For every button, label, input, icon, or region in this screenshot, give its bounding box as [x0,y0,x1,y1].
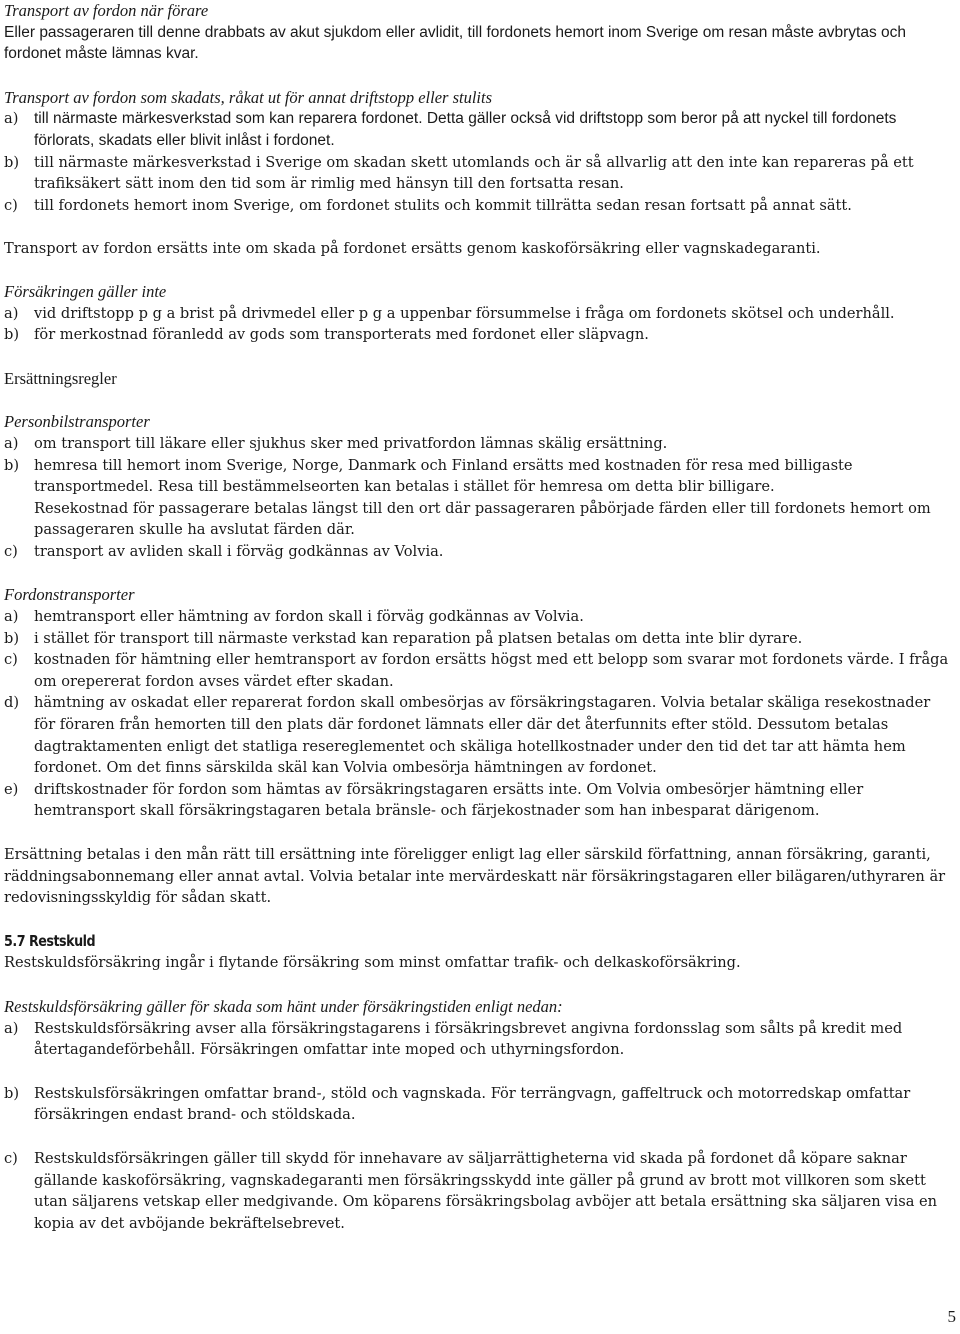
paragraph-transport-forare: Eller passageraren till denne drabbats av akut sjukdom eller avlidit, till fordonets hemort inom Sverige om resan måste avbrytas och fordonet måste lämnas kvar. [4,23,907,63]
document-page [4,0,956,1234]
list-item-text: till närmaste märkesverkstad i Sverige om skadan skett utomlands och är så allvarlig att den inte kan repareras på ett trafiksäkert sätt inom den tid som är rimlig med hänsyn till den fortsatta resan. [34,153,914,193]
section-heading-ersattningsregler: Ersättningsregler [4,368,117,388]
list-item-text: för merkostnad föranledd av gods som transporterats med fordonet eller släpvagn. [34,326,649,344]
list-fordonstransporter [4,606,956,822]
page-number: 5 [947,1307,956,1326]
list-item [4,303,956,325]
list-item [4,779,956,822]
list-item-text-part: Resekostnad för passagerare betalas längst till den ort där passageraren påbörjade färden eller till fordonets hemort om passageraren skulle ha avslutat färden där. [34,499,931,539]
section-heading-fordonstransporter: Fordonstransporter [4,585,135,605]
paragraph-restskuld-intro: Restskuldsförsäkring ingår i flytande försäkring som minst omfattar trafik- och delkaskoförsäkring. [4,954,741,972]
list-item-text: vid driftstopp p g a brist på drivmedel eller p g a uppenbar försummelse i fråga om fordonets skötsel och underhåll. [34,304,895,322]
list-item-text [34,108,956,151]
list-marker: b) [4,326,20,344]
list-item-text: hemtransport eller hämtning av fordon skall i förväg godkännas av Volvia. [34,608,584,626]
list-item [4,195,956,217]
list-item [4,628,956,650]
list-item [4,606,956,628]
list-item [4,649,956,692]
list-marker: e) [4,780,19,798]
list-marker: b) [4,1084,20,1102]
list-item-text-part: Detta gäller också vid driftstopp som beror på att nyckel till fordonets förlorats, skadats eller blivit inlåst i fordonet. [34,110,897,149]
section-heading-restskuld-galler: Restskuldsförsäkring gäller för skada som hänt under försäkringstiden enligt nedan: [4,996,563,1016]
list-restskuld [4,1018,956,1235]
list-item-text: Restskulsförsäkringen omfattar brand-, stöld och vagnskada. För terrängvagn, gaffeltruck och motorredskap omfattar försäkringen endast brand- och stöldskada. [34,1084,911,1124]
list-marker: c) [4,542,18,560]
list-personbilstransporter [4,433,956,563]
paragraph-ersattning-villkor: Ersättning betalas i den mån rätt till ersättning inte föreligger enligt lag eller särskild författning, annan försäkring, garanti, räddningsabonnemang eller annat avtal. Volvia betalar inte mervärdeskatt när försäkringstagaren eller bilägaren/uthyraren är redovisningsskyldig för sådan skatt. [4,846,946,907]
section-heading-transport-skadat: Transport av fordon som skadats, råkat ut för annat driftstopp eller stulits [4,87,493,107]
list-item [4,541,956,563]
list-item-text: driftskostnader för fordon som hämtas av försäkringstagaren ersätts inte. Om Volvia ombesörjer hämtning eller hemtransport skall försäkringstagaren betala bränsle- och färjekostnader som han inbesparat därigenom. [34,780,864,820]
list-item-text: kostnaden för hämtning eller hemtransport av fordon ersätts högst med ett belopp som svarar mot fordonets värde. I fråga om orepererat fordon avses värdet efter skadan. [34,651,949,690]
list-item-text: till fordonets hemort inom Sverige, om fordonet stulits och kommit tillrätta sedan resan fortsatt på annat sätt. [34,196,852,214]
list-item-text: Restskuldsförsäkring avser alla försäkringstagarens i försäkringsbrevet angivna fordonsslag som sålts på kredit med återtagandeförbehåll. Försäkringen omfattar inte moped och uthyrningsfordon. [34,1019,903,1059]
list-marker: c) [4,651,18,669]
list-galler-inte [4,303,956,346]
list-marker: a) [4,434,19,452]
list-item [4,108,956,151]
list-item-text: transport av avliden skall i förväg godkännas av Volvia. [34,542,444,560]
section-heading-personbilstransporter: Personbilstransporter [4,412,150,432]
list-item [4,1148,956,1234]
list-marker: a) [4,304,19,322]
list-marker: c) [4,196,18,214]
section-title-restskuld [4,931,956,953]
section-title-text: 5.7 Restskuld [4,931,96,950]
list-item-text: hämtning av oskadat eller reparerat fordon skall ombesörjas av försäkringstagaren. Volvia betalar skäliga resekostnader för föraren från hemorten till den plats där fordonet lämnats eller där det återfunnits efter stöld. Dessutom betalas dagtraktamenten enligt det statliga resereglementet och skäliga hotellkostnader under den tid det tar att hämta hem fordonet. Om det finns särskilda skäl kan Volvia ombesörja hämtningen av fordonet. [34,694,931,777]
list-marker: a) [4,110,19,128]
list-item [4,324,956,346]
list-marker: d) [4,694,20,712]
list-marker: b) [4,456,20,474]
list-item-text: Restskuldsförsäkringen gäller till skydd för innehavare av säljarrättigheterna vid skada på fordonet då köpare saknar gällande kaskoförsäkring, vagnskadegaranti men försäkringsskydd inte gäller på grund av brott mot villkoren som skett utan säljarens vetskap eller medgivande. Om köparens försäkringsbolag avböjer att betala ersättning ska säljaren visa en kopia av det avböjande bekräftelsebrevet. [34,1149,938,1232]
list-item [4,692,956,778]
list-item [4,152,956,195]
section-heading-transport-forare: Transport av fordon när förare [4,1,209,20]
list-marker: c) [4,1149,18,1167]
list-marker: a) [4,608,19,626]
list-transport-skadat [4,108,956,216]
section-heading-galler-inte: Försäkringen gäller inte [4,281,167,301]
list-item-text-part: hemresa till hemort inom Sverige, Norge, Danmark och Finland ersätts med kostnaden för resa med billigaste transportmedel. Resa till bestämmelseorten kan betalas i stället för hemresa om detta blir billigare. [34,456,853,496]
list-item-text-part: till närmaste märkesverkstad som kan reparera fordonet. [34,110,423,128]
list-marker: a) [4,1019,19,1037]
list-marker: b) [4,629,20,647]
list-item [4,433,956,455]
list-item-text: i stället för transport till närmaste verkstad kan reparation på platsen betalas om detta inte blir dyrare. [34,629,803,647]
list-item [4,1018,956,1061]
list-item-text [34,455,956,541]
list-item-text: om transport till läkare eller sjukhus sker med privatfordon lämnas skälig ersättning. [34,434,668,452]
paragraph-kasko-exclusion: Transport av fordon ersätts inte om skada på fordonet ersätts genom kaskoförsäkring eller vagnskadegaranti. [4,240,821,258]
list-item [4,1083,956,1126]
list-item [4,455,956,541]
list-marker: b) [4,153,20,171]
